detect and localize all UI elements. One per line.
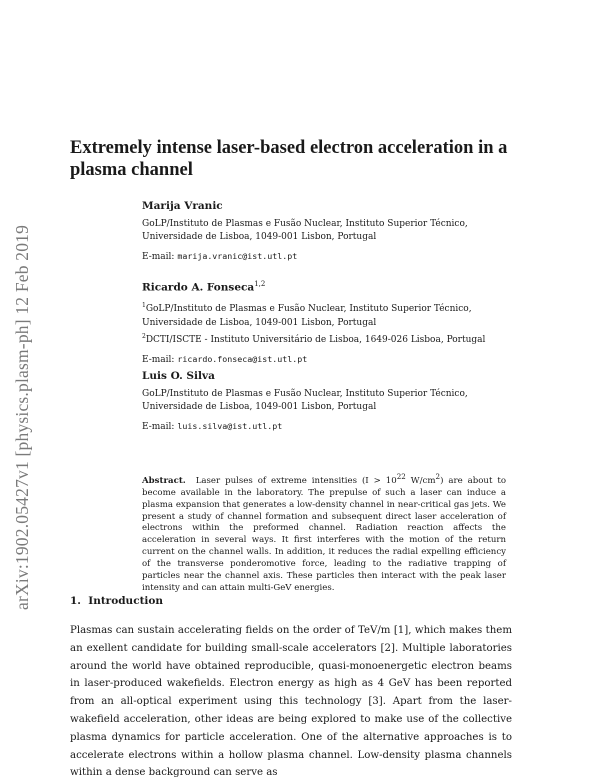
abstract-label: Abstract. <box>142 475 186 486</box>
paper-title: Extremely intense laser-based electron acceleration in a plasma channel <box>70 138 508 180</box>
author-sup: 1,2 <box>254 280 266 288</box>
author-block-2 <box>142 278 542 367</box>
email-address[interactable]: marija.vranic@ist.utl.pt <box>177 250 298 261</box>
email-line <box>142 420 542 435</box>
email-address[interactable]: luis.silva@ist.utl.pt <box>177 420 283 431</box>
author-name: Luis O. Silva <box>142 370 215 382</box>
arxiv-stamp <box>8 170 38 610</box>
affiliation-line: Universidade de Lisboa, 1049-001 Lisbon, Portugal <box>142 317 377 328</box>
abstract: Abstract. Laser pulses of extreme intensities ($I > 10^{22}$ $W/cm^2$) are about to become available in the laboratory. The prepulse of such a laser can induce a plasma expansion that generates a low-density channel in near-critical gas jets. We present a study of channel formation and subsequent direct laser acceleration of electrons within the preformed channel. Radiation reaction affects the acceleration in several ways. It first interferes with the motion of the return current on the channel walls. In addition, it reduces the radial expelling efficiency of the transverse ponderomotive force, leading to the radiative trapping of particles near the channel axis. These particles then interact with the peak laser intensity and can attain multi-GeV energies. <box>142 472 506 594</box>
author-block-3 <box>142 370 542 434</box>
affiliation-line: GoLP/Instituto de Plasmas e Fusão Nuclear, Instituto Superior Técnico, <box>142 218 468 229</box>
author-name: Ricardo A. Fonseca$^{1,2}$ <box>142 280 266 294</box>
email-line <box>142 353 542 368</box>
email-address[interactable]: ricardo.fonseca@ist.utl.pt <box>177 353 308 364</box>
affiliation-line: $^2$DCTI/ISCTE - Instituto Universitário de Lisboa, 1649-026 Lisboa, Portugal <box>142 333 486 345</box>
section-heading: 1. Introduction <box>70 595 164 607</box>
email-label: E-mail: <box>142 251 175 262</box>
email-label: E-mail: <box>142 421 175 432</box>
email-label: E-mail: <box>142 354 175 365</box>
intro-paragraph: Plasmas can sustain accelerating fields on the order of TeV/m [1], which makes them an exellent candidate for building small-scale accelerators [2]. Multiple laboratories around the world have obtained reproducible, quasi-monoenergetic electron beams in laser-produced wakefields. Electron energy as high as 4 GeV has been reported from an all-optical experiment using this technology [3]. Apart from the laser-wakefield acceleration, other ideas are being explored to make use of the collective plasma dynamics for particle acceleration. One of the alternative approaches is to accelerate electrons within a hollow plasma channel. Low-density plasma channels within a dense background can serve as <box>70 625 512 779</box>
author-block-1 <box>142 200 542 264</box>
author-name: Marija Vranic <box>142 200 223 212</box>
email-line <box>142 250 542 265</box>
affiliation-line: GoLP/Instituto de Plasmas e Fusão Nuclear, Instituto Superior Técnico, <box>142 388 468 399</box>
arxiv-stamp-text[interactable]: arXiv:1902.05427v1 [physics.plasm-ph] 12 Feb 2019 <box>12 224 32 610</box>
affiliation-line: Universidade de Lisboa, 1049-001 Lisbon, Portugal <box>142 232 377 242</box>
affiliation-line: $^1$GoLP/Instituto de Plasmas e Fusão Nuclear, Instituto Superior Técnico, <box>142 302 472 314</box>
affiliation-line: Universidade de Lisboa, 1049-001 Lisbon, Portugal <box>142 402 377 412</box>
